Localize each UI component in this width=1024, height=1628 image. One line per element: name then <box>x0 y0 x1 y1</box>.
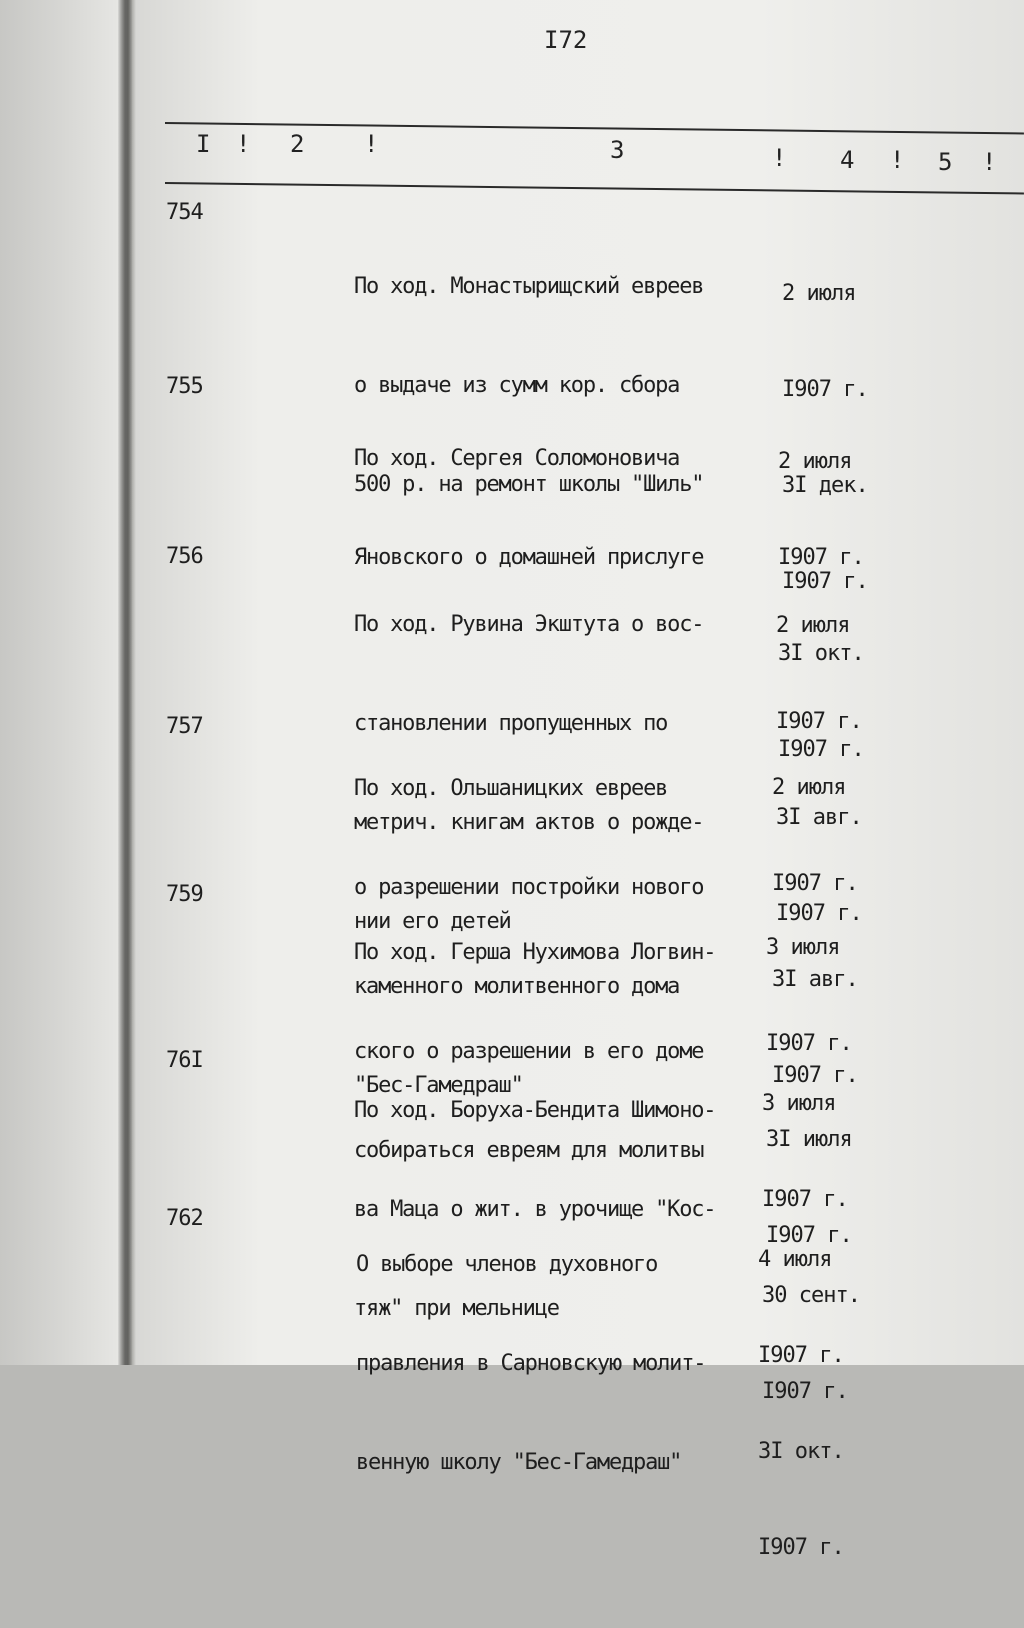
description-line: собираться евреям для молитвы <box>354 1138 704 1163</box>
start-date: 2 июля <box>772 775 846 800</box>
start-date: 4 июля <box>758 1247 832 1272</box>
header-sep-2: ! <box>364 130 379 158</box>
description-line: венную школу "Бес-Гамедраш" <box>356 1450 682 1475</box>
book-gutter-shadow <box>118 0 132 1365</box>
end-date: 30 сент. <box>762 1283 860 1308</box>
description-line: По ход. Боруха-Бендита Шимоно- <box>354 1098 716 1123</box>
entry-number: 755 <box>166 374 203 399</box>
start-date: 2 июля <box>782 281 856 306</box>
start-date: 3 июля <box>766 935 840 960</box>
description-line: о выдаче из сумм кор. сбора <box>354 373 680 398</box>
header-col-5: 5 <box>938 148 953 176</box>
end-date: 3I окт. <box>758 1439 844 1464</box>
end-year: I907 г. <box>778 737 864 762</box>
description-line: По ход. Сергея Соломоновича <box>354 446 680 471</box>
header-col-1: I <box>196 130 211 158</box>
description-line: становлении пропущенных по <box>354 711 668 736</box>
description-line: метрич. книгам актов о рожде- <box>354 810 704 835</box>
start-date: 2 июля <box>778 449 852 474</box>
entry-number: 756 <box>166 544 203 569</box>
end-year: I907 г. <box>772 1063 858 1088</box>
description-line: правления в Сарновскую молит- <box>356 1351 706 1376</box>
start-date: 3 июля <box>762 1091 836 1116</box>
end-date: 3I июля <box>766 1127 852 1152</box>
description-line: ского о разрешении в его доме <box>354 1039 704 1064</box>
header-col-3: 3 <box>610 136 625 164</box>
description-line: тяж" при мельнице <box>354 1296 559 1321</box>
description-line: По ход. Ольшаницких евреев <box>354 776 668 801</box>
description-line: О выборе членов духовного <box>356 1252 658 1277</box>
end-year: I907 г. <box>766 1223 852 1248</box>
end-year: I907 г. <box>782 569 868 594</box>
header-sep-4: ! <box>890 146 905 174</box>
start-year: I907 г. <box>776 709 862 734</box>
description-line: каменного молитвенного дома <box>354 974 680 999</box>
start-year: I907 г. <box>778 545 864 570</box>
description-line: Яновского о домашней прислуге <box>354 545 704 570</box>
page-number: I72 <box>544 26 588 54</box>
entry-number: 762 <box>166 1206 203 1231</box>
start-year: I907 г. <box>766 1031 852 1056</box>
header-sep-1: ! <box>236 130 251 158</box>
header-sep-5: ! <box>982 148 997 176</box>
header-sep-3: ! <box>772 144 787 172</box>
start-year: I907 г. <box>758 1343 844 1368</box>
start-date: 2 июля <box>776 613 850 638</box>
entry-number: 754 <box>166 200 203 225</box>
end-date: 3I авг. <box>776 805 862 830</box>
end-year: I907 г. <box>758 1535 844 1560</box>
description-line: По ход. Монастырищский евреев <box>354 274 704 299</box>
entry-number: 759 <box>166 882 203 907</box>
description-line: ва Маца о жит. в урочище "Кос- <box>354 1197 716 1222</box>
entry-dates <box>758 1180 868 1628</box>
description-line: "Бес-Гамедраш" <box>354 1073 523 1098</box>
entry-description <box>356 1182 776 1545</box>
description-line: нии его детей <box>354 909 511 934</box>
start-year: I907 г. <box>782 377 868 402</box>
description-line: о разрешении постройки нового <box>354 875 704 900</box>
start-year: I907 г. <box>772 871 858 896</box>
start-year: I907 г. <box>762 1187 848 1212</box>
header-col-2: 2 <box>290 130 305 158</box>
description-line: По ход. Рувина Экштута о вос- <box>354 612 704 637</box>
end-date: 3I окт. <box>778 641 864 666</box>
end-year: I907 г. <box>776 901 862 926</box>
end-date: 3I дек. <box>782 473 868 498</box>
description-line: 500 р. на ремонт школы "Шиль" <box>354 472 704 497</box>
end-date: 3I авг. <box>772 967 858 992</box>
end-year: I907 г. <box>762 1379 848 1404</box>
header-rule-bottom <box>165 182 1024 194</box>
description-line: По ход. Герша Нухимова Логвин- <box>354 940 716 965</box>
entry-number: 757 <box>166 714 203 739</box>
header-col-4: 4 <box>840 146 855 174</box>
entry-number: 76I <box>166 1048 203 1073</box>
